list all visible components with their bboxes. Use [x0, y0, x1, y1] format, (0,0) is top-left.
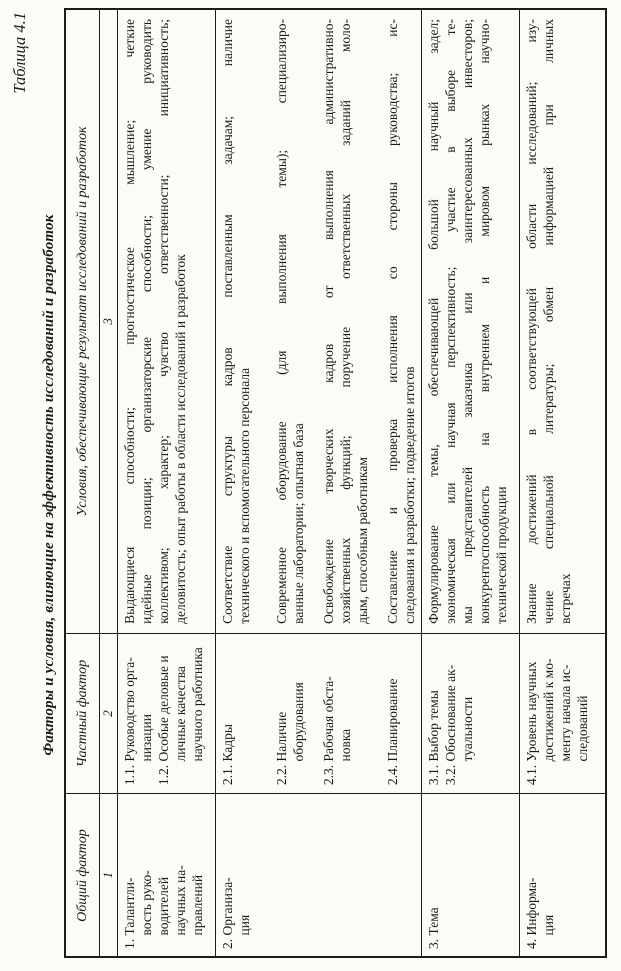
row-informatsiya [520, 9, 606, 957]
cell-r1-general-factor: 1. Талантли- вость руко- водителей научных на- правлений [117, 794, 215, 957]
cell-r3-particular-factor: 3.1. Выбор темы 3.2. Обоснование ак- туальности [422, 633, 520, 793]
cell-r2-4-conditions: Составление и проверка исполнения со стороны руководства; ис- следования и разработки; подведение итогов [374, 9, 422, 633]
cell-r2-4-particular-factor: 2.4. Планирование [374, 633, 422, 793]
cell-r1-particular-factor: 1.1. Руководство орга- низации 1.2. Особые деловые и личные качества научного работника [117, 633, 215, 793]
column-numbers-row [99, 9, 117, 957]
column-number-1: 1 [99, 794, 117, 957]
cell-r2-3-conditions: Освобождение творческих кадров от выполнения административно- хозяйственных функций; поручение ответственных заданий моло- дым, способным работникам [310, 9, 374, 633]
row-talent [117, 9, 215, 957]
cell-r2-2-particular-factor: 2.2. Наличие оборудования [263, 633, 310, 793]
cell-r2-2-conditions: Современное оборудование (для выполнения темы); специализиро- ванные лаборатории; опытная база [263, 9, 310, 633]
cell-r3-general-factor: 3. Тема [422, 794, 520, 957]
cell-r4-conditions: Знание достижений в соответствующей области исследований; изу- чение специальной литературы; обмен информацией при личных встречах [520, 9, 606, 633]
cell-r2-3-particular-factor: 2.3. Рабочая обста- новка [310, 633, 374, 793]
column-number-2: 2 [99, 633, 117, 793]
cell-r4-particular-factor: 4.1. Уровень научных достижений к мо- менту начала ис- следований [520, 633, 606, 793]
header-conditions: Условия, обеспечивающие результат исследований и разработок [65, 9, 99, 633]
cell-r2-general-factor: 2. Организа- ция [215, 794, 422, 957]
cell-r4-general-factor: 4. Информа- ция [520, 794, 606, 957]
column-number-3: 3 [99, 9, 117, 633]
header-particular-factor: Частный фактор [65, 633, 99, 793]
table-title: Факторы и условия, влияющие на эффективность исследований и разработок [41, 214, 57, 756]
header-general-factor: Общий фактор [74, 829, 90, 922]
cell-r3-conditions: Формулирование темы, обеспечивающей большой научный задел; экономическая или научная перспективность; участие в выборе те- мы представителей заказчика или заинтересованных инвесторов; конкурентоспособность на внутреннем и мировом рынках научно- технической продукции [422, 9, 520, 633]
cell-r2-1-particular-factor: 2.1. Кадры [215, 633, 263, 793]
table-number-caption: Таблица 4.1 [10, 12, 29, 94]
cell-r1-conditions: Выдающиеся способности; прогностическое мышление; четкие идейные позиции; организаторские способности; умение руководить коллективом; характер; чувство ответственности; инициативность; деловитость; опыт работы в области исследований и разработок [117, 9, 215, 633]
row-organization-kadry [215, 9, 263, 957]
header-row [65, 9, 99, 957]
factors-conditions-table [64, 8, 607, 958]
cell-r2-1-conditions: Соответствие структуры кадров поставленным задачам; наличие технического и вспомогательного персонала [215, 9, 263, 633]
row-tema [422, 9, 520, 957]
